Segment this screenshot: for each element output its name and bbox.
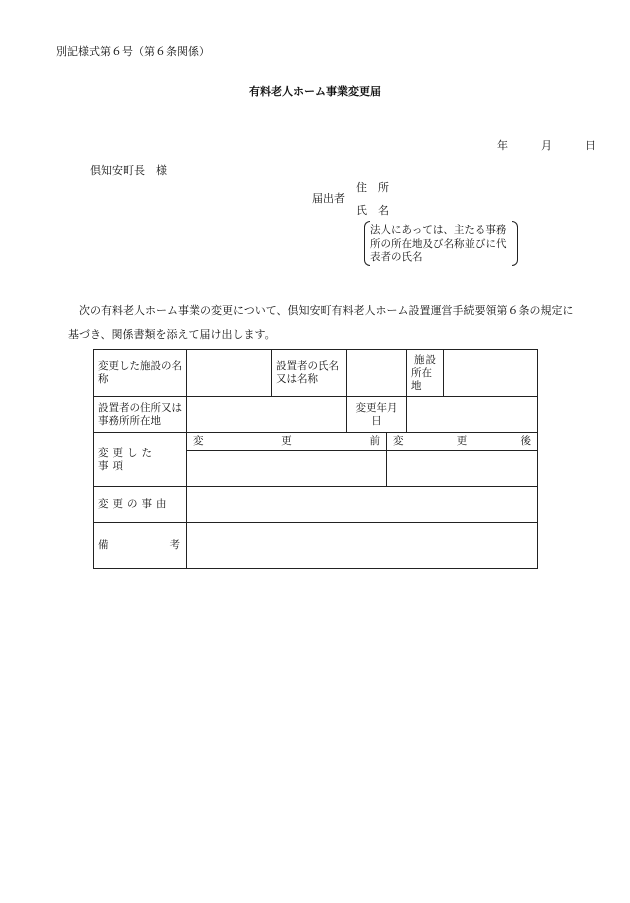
changed-items-text: 変更した事項 bbox=[98, 446, 156, 472]
before-header: 変 更 前 bbox=[187, 433, 387, 451]
table-row bbox=[94, 487, 538, 523]
change-reason-label: 変更の事由 bbox=[94, 487, 187, 523]
month-label: 月 bbox=[541, 139, 552, 152]
facility-name-value[interactable] bbox=[187, 350, 272, 397]
form-id-label: 別記様式第６号（第６条関係） bbox=[56, 45, 210, 58]
table-row bbox=[94, 433, 538, 451]
operator-name-label: 設置者の氏名又は名称 bbox=[272, 350, 347, 397]
bracket-right bbox=[512, 221, 518, 266]
table-row bbox=[94, 397, 538, 433]
before-value[interactable] bbox=[187, 451, 387, 487]
remarks-label: 備 考 bbox=[94, 523, 187, 569]
corporate-note-bracket bbox=[364, 221, 518, 265]
date-line bbox=[497, 140, 596, 151]
operator-address-value[interactable] bbox=[187, 397, 347, 433]
operator-name-value[interactable] bbox=[347, 350, 407, 397]
change-date-label: 変更年月日 bbox=[347, 397, 407, 433]
table-row bbox=[94, 523, 538, 569]
filer-name-label: 氏 名 bbox=[356, 204, 389, 217]
year-label: 年 bbox=[497, 139, 508, 152]
body-paragraph: 次の有料老人ホーム事業の変更について、倶知安町有料老人ホーム設置運営手続要領第６条の規定に基づき、関係書類を添えて届け出します。 bbox=[68, 304, 574, 341]
facility-name-label: 変更した施設の名称 bbox=[94, 350, 187, 397]
day-label: 日 bbox=[585, 139, 596, 152]
filer-address-label: 住 所 bbox=[356, 181, 389, 194]
changed-items-label bbox=[94, 433, 187, 487]
corporate-note-text: 法人にあっては、主たる事務所の所在地及び名称並びに代表者の氏名 bbox=[370, 224, 507, 263]
facility-location-label: 施 設 所在地 bbox=[407, 350, 444, 397]
table-row bbox=[94, 350, 538, 397]
addressee: 倶知安町長 様 bbox=[90, 164, 167, 177]
after-value[interactable] bbox=[387, 451, 538, 487]
change-reason-value[interactable] bbox=[187, 487, 538, 523]
change-notification-table bbox=[93, 349, 538, 569]
after-header: 変 更 後 bbox=[387, 433, 538, 451]
remarks-value[interactable] bbox=[187, 523, 538, 569]
filer-label: 届出者 bbox=[312, 192, 345, 205]
operator-address-label: 設置者の住所又は事務所所在地 bbox=[94, 397, 187, 433]
document-title: 有料老人ホーム事業変更届 bbox=[249, 85, 381, 98]
facility-location-value[interactable] bbox=[444, 350, 538, 397]
change-date-value[interactable] bbox=[407, 397, 538, 433]
